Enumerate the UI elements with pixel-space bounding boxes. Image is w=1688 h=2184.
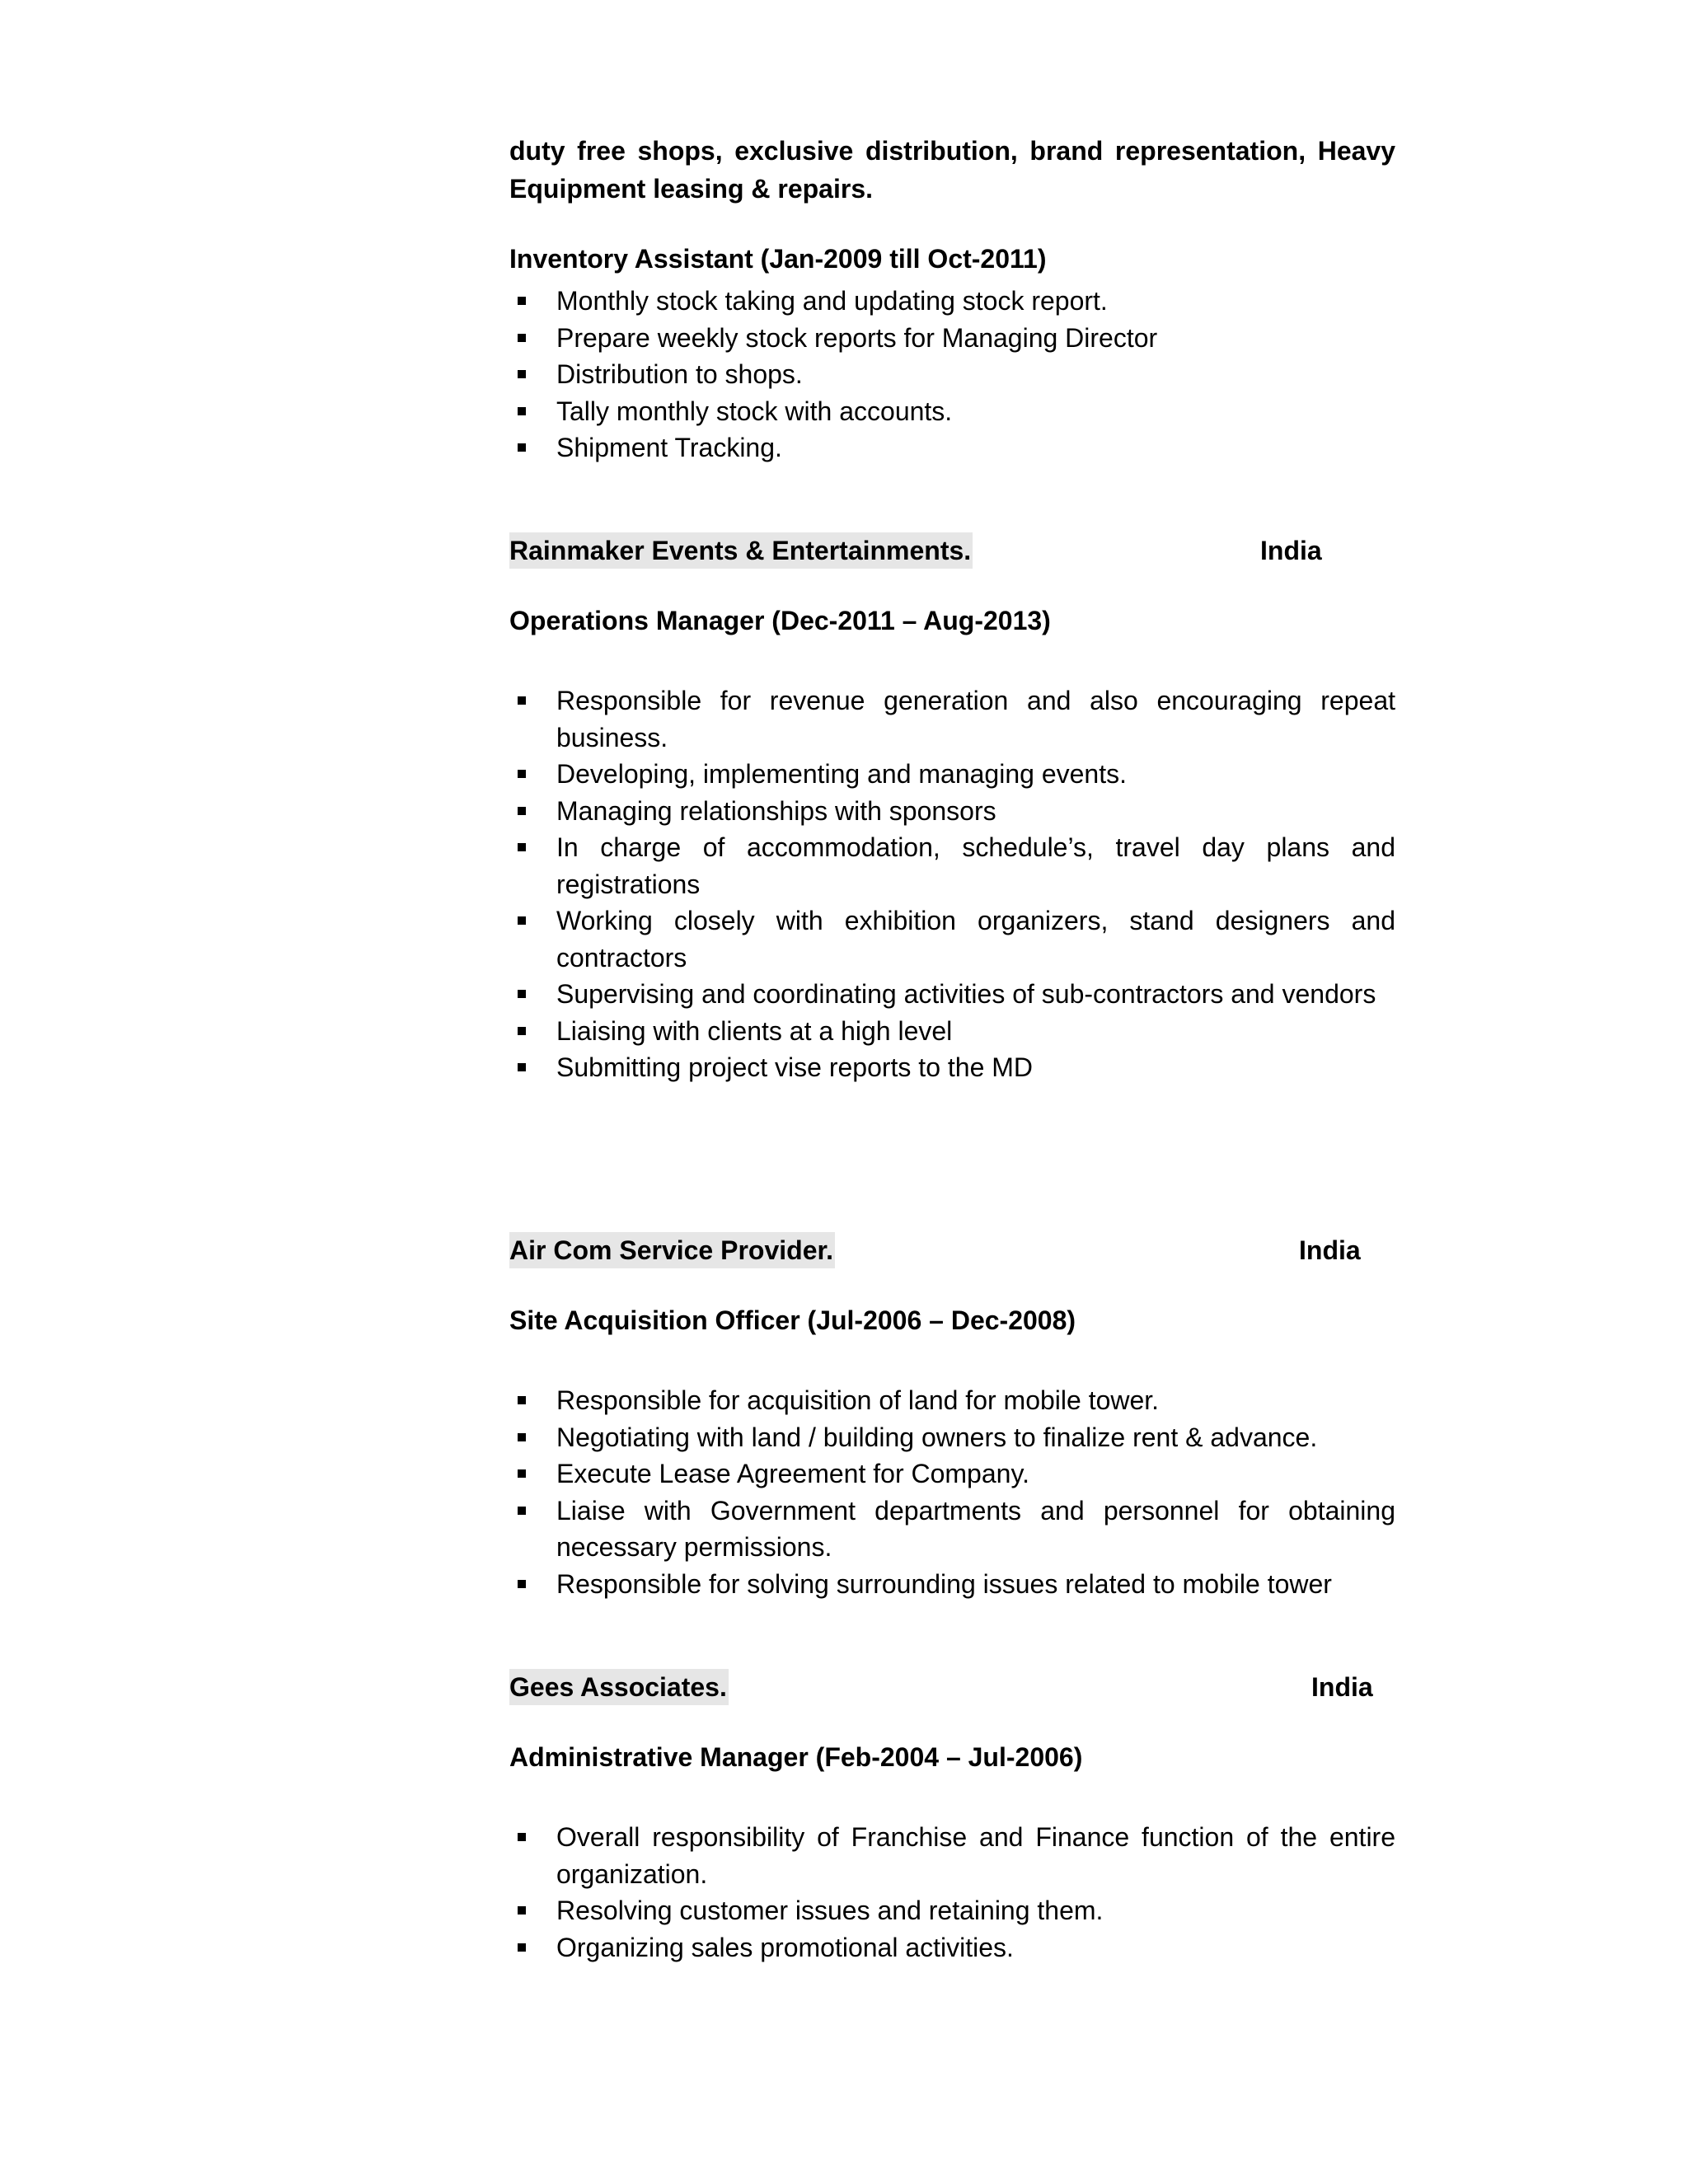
list-item: Liaising with clients at a high level: [509, 1013, 1395, 1050]
list-item: Submitting project vise reports to the MD: [509, 1049, 1395, 1086]
job-title-operations-manager: Operations Manager (Dec-2011 – Aug-2013): [509, 606, 1051, 635]
duties-list-inventory-assistant: [509, 283, 1395, 466]
company-name-gees-associates: Gees Associates.: [509, 1669, 729, 1705]
list-item: Organizing sales promotional activities.: [509, 1929, 1395, 1966]
list-item: Supervising and coordinating activities of sub-contractors and vendors: [509, 976, 1395, 1013]
list-item: Overall responsibility of Franchise and Finance function of the entire organization.: [509, 1819, 1395, 1892]
list-item: Working closely with exhibition organizers, stand designers and contractors: [509, 902, 1395, 976]
list-item: Distribution to shops.: [509, 356, 1395, 393]
job-title-inventory-assistant: Inventory Assistant (Jan-2009 till Oct-2011): [509, 244, 1047, 274]
list-item: Responsible for solving surrounding issues related to mobile tower: [509, 1566, 1395, 1603]
list-item: Developing, implementing and managing events.: [509, 756, 1395, 793]
list-item: Responsible for revenue generation and also encouraging repeat business.: [509, 682, 1395, 756]
company-location-rainmaker: India: [1260, 536, 1322, 565]
list-item: Managing relationships with sponsors: [509, 793, 1395, 830]
company-location-air-com: India: [1299, 1235, 1361, 1265]
company-description: duty free shops, exclusive distribution, brand representation, Heavy Equipment leasing & repairs.: [509, 136, 1395, 204]
list-item: Negotiating with land / building owners to finalize rent & advance.: [509, 1419, 1395, 1456]
duties-list-site-acquisition-officer: [509, 1382, 1395, 1602]
list-item: Resolving customer issues and retaining them.: [509, 1892, 1395, 1929]
company-name-air-com: Air Com Service Provider.: [509, 1232, 835, 1268]
job-title-administrative-manager: Administrative Manager (Feb-2004 – Jul-2006): [509, 1742, 1083, 1772]
company-location-gees-associates: India: [1311, 1672, 1373, 1702]
list-item: Prepare weekly stock reports for Managing Director: [509, 320, 1395, 357]
list-item: Execute Lease Agreement for Company.: [509, 1455, 1395, 1493]
duties-list-operations-manager: [509, 682, 1395, 1086]
company-name-rainmaker: Rainmaker Events & Entertainments.: [509, 532, 973, 569]
duties-list-administrative-manager: [509, 1819, 1395, 1966]
list-item: Liaise with Government departments and personnel for obtaining necessary permissions.: [509, 1493, 1395, 1566]
list-item: Tally monthly stock with accounts.: [509, 393, 1395, 430]
list-item: Responsible for acquisition of land for mobile tower.: [509, 1382, 1395, 1419]
list-item: Monthly stock taking and updating stock report.: [509, 283, 1395, 320]
job-title-site-acquisition-officer: Site Acquisition Officer (Jul-2006 – Dec-2008): [509, 1305, 1076, 1335]
list-item: Shipment Tracking.: [509, 429, 1395, 466]
list-item: In charge of accommodation, schedule’s, travel day plans and registrations: [509, 829, 1395, 902]
